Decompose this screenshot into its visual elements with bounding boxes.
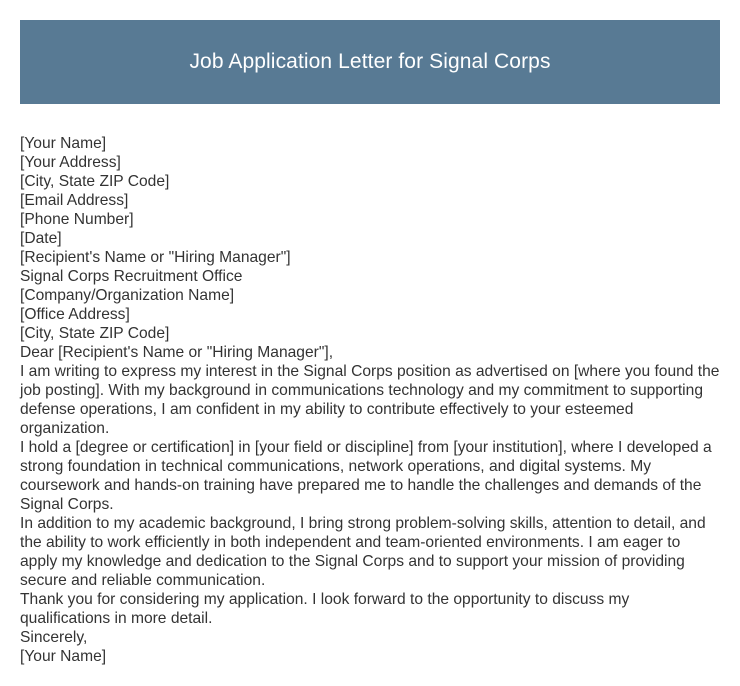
paragraph-interest: I am writing to express my interest in the Signal Corps position as advertised on [where you found the job posting]. With my background in communications technology and my commitment to supporting defense operations, I am confident in my ability to contribute effectively to your esteemed organization. bbox=[20, 363, 720, 437]
recipient-city-state-zip: [City, State ZIP Code] bbox=[20, 325, 170, 342]
letter-date: [Date] bbox=[20, 230, 62, 247]
closing: Sincerely, bbox=[20, 629, 88, 646]
signature: [Your Name] bbox=[20, 648, 107, 665]
document-title: Job Application Letter for Signal Corps bbox=[189, 50, 551, 73]
recipient-name: [Recipient's Name or "Hiring Manager"] bbox=[20, 249, 291, 266]
paragraph-thanks: Thank you for considering my application. I look forward to the opportunity to discuss my qualifications in more detail. bbox=[20, 591, 630, 627]
document-header bbox=[20, 20, 720, 104]
sender-city-state-zip: [City, State ZIP Code] bbox=[20, 173, 170, 190]
recipient-office: Signal Corps Recruitment Office bbox=[20, 268, 243, 285]
sender-address: [Your Address] bbox=[20, 154, 121, 171]
sender-phone: [Phone Number] bbox=[20, 211, 134, 228]
sender-email: [Email Address] bbox=[20, 192, 129, 209]
recipient-organization: [Company/Organization Name] bbox=[20, 287, 235, 304]
sender-name: [Your Name] bbox=[20, 135, 107, 152]
recipient-address: [Office Address] bbox=[20, 306, 130, 323]
paragraph-skills: In addition to my academic background, I bring strong problem-solving skills, attention to detail, and the ability to work efficiently in both independent and team-oriented environments. I am eager to apply my knowledge and dedication to the Signal Corps and to support your mission of providing secure and reliable communication. bbox=[20, 515, 706, 589]
letter-body bbox=[20, 134, 720, 666]
salutation: Dear [Recipient's Name or "Hiring Manager"], bbox=[20, 344, 334, 361]
paragraph-education: I hold a [degree or certification] in [your field or discipline] from [your institution], where I developed a strong foundation in technical communications, network operations, and digital systems. My coursework and hands-on training have prepared me to handle the challenges and demands of the Signal Corps. bbox=[20, 439, 712, 513]
